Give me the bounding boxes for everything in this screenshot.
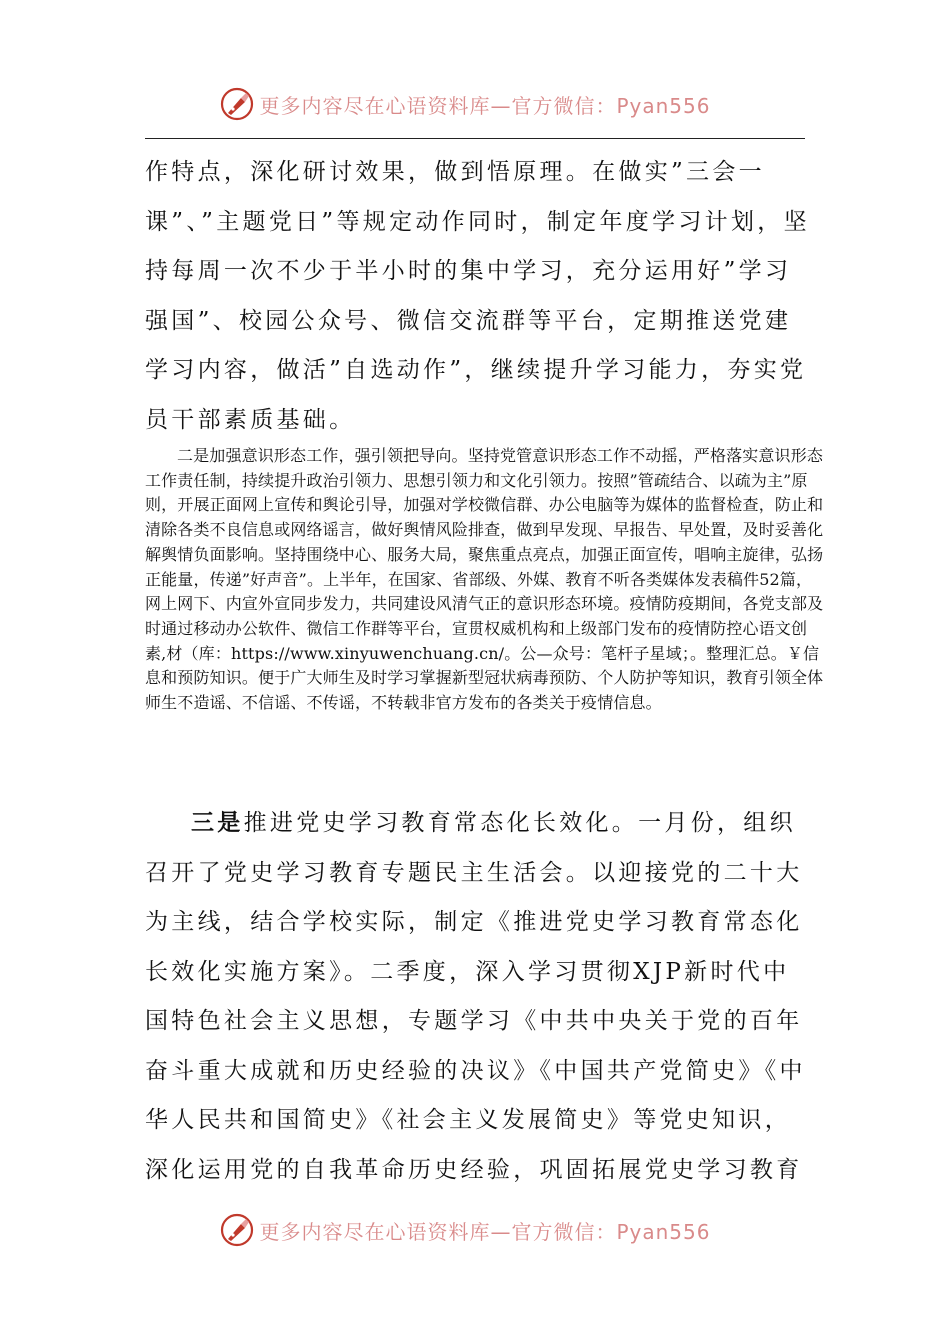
paragraph-1: 作特点，深化研讨效果，做到悟原理。在做实”三会一课”、”主题党日”等规定动作同时，制定年度学习计划，坚持每周一次不少于半小时的集中学习，充分运用好”学习强国”、校园公众号、微信交流群等平台，定期推送党建学习内容，做活”自选动作”，继续提升学习能力，夯实党员干部素质基础。 (145, 159, 810, 433)
header-banner-text: 更多内容尽在心语资料库—官方微信：Pyan556 (259, 93, 711, 118)
paragraph-3 (145, 798, 813, 1195)
footer-banner-text: 更多内容尽在心语资料库—官方微信：Pyan556 (259, 1219, 711, 1244)
pen-nib-logo-icon (219, 86, 255, 122)
footer-banner-inner (219, 1212, 710, 1248)
paragraph-3-lead: 三是 (191, 809, 244, 836)
paragraph-3-body: 推进党史学习教育常态化长效化。一月份，组织召开了党史学习教育专题民主生活会。以迎接党的二十大为主线，结合学校实际，制定《推进党史学习教育常态化长效化实施方案》。二季度，深入学习贯彻XJP新时代中国特色社会主义思想，专题学习《中共中央关于党的百年奋斗重大成就和历史经验的决议》《中国共产党简史》《中华人民共和国简史》《社会主义发展简史》等党史知识，深化运用党的自我革命历史经验，巩固拓展党史学习教育 (145, 810, 806, 1183)
header-divider (145, 138, 805, 139)
header-banner (0, 84, 950, 124)
pen-nib-logo-icon (219, 1212, 255, 1248)
header-banner-inner (219, 86, 710, 122)
paragraph-2: 二是加强意识形态工作，强引领把导向。坚持党管意识形态工作不动摇，严格落实意识形态工作责任制，持续提升政治引领力、思想引领力和文化引领力。按照”管疏结合、以疏为主”原则，开展正面网上宣传和舆论引导，加强对学校微信群、办公电脑等为媒体的监督检查，防止和清除各类不良信息或网络谣言，做好舆情风险排查，做到早发现、早报告、早处置，及时妥善化解舆情负面影响。坚持围绕中心、服务大局，聚焦重点亮点，加强正面宣传，唱响主旋律，弘扬正能量，传递”好声音”。上半年，在国家、省部级、外媒、教育不听各类媒体发表稿件52篇，网上网下、内宣外宣同步发力，共同建设风清气正的意识形态环境。疫情防疫期间，各党支部及时通过移动办公软件、微信工作群等平台，宣贯权威机构和上级部门发布的疫情防控心语文创素,材（库：https://www.xinyuwenchuang.cn/。公—众号：笔杆子星域；。整理汇总。￥信息和预防知识。便于广大师生及时学习掌握新型冠状病毒预防、个人防护等知识，教育引领全体师生不造谣、不信谣、不传谣，不转载非官方发布的各类关于疫情信息。 (145, 446, 824, 713)
footer-banner (0, 1210, 950, 1250)
